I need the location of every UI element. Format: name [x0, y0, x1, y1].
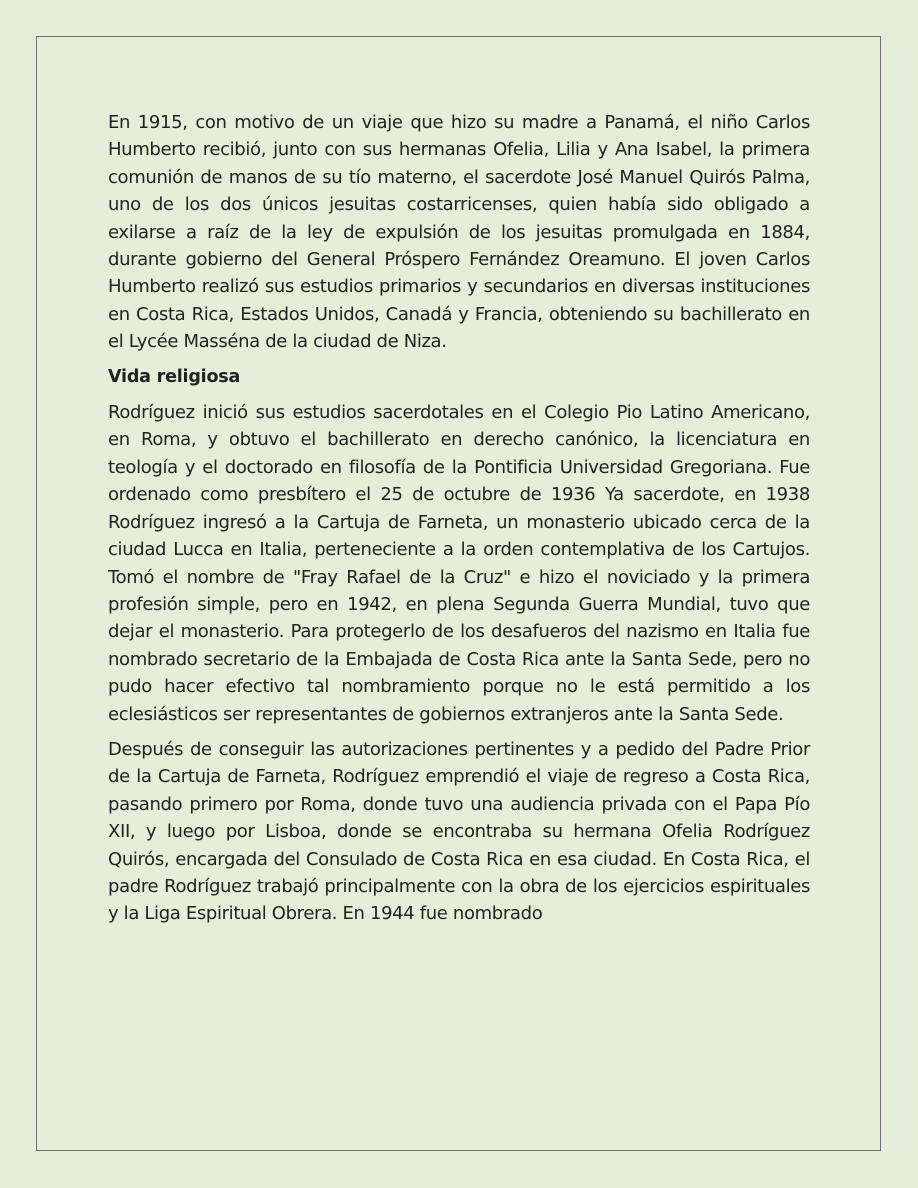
paragraph-religious-studies: Rodríguez inició sus estudios sacerdotales en el Colegio Pio Latino Americano, en Roma, y obtuvo el bachillerato en derecho canónico, la licenciatura en teología y el doctorado en filosofía de la Pontificia Universidad Gregoriana. Fue ordenado como presbítero el 25 de octubre de 1936 Ya sacerdote, en 1938 Rodríguez ingresó a la Cartuja de Farneta, un monasterio ubicado cerca de la ciudad Lucca en Italia, perteneciente a la orden contemplativa de los Cartujos. Tomó el nombre de "Fray Rafael de la Cruz" e hizo el noviciado y la primera profesión simple, pero en 1942, en plena Segunda Guerra Mundial, tuvo que dejar el monasterio. Para protegerlo de los desafueros del nazismo en Italia fue nombrado secretario de la Embajada de Costa Rica ante la Santa Sede, pero no pudo hacer efectivo tal nombramiento porque no le está permitido a los eclesiásticos ser representantes de gobiernos extranjeros ante la Santa Sede. [108, 402, 810, 725]
paragraph-childhood: En 1915, con motivo de un viaje que hizo su madre a Panamá, el niño Carlos Humberto recibió, junto con sus hermanas Ofelia, Lilia y Ana Isabel, la primera comunión de manos de su tío materno, el sacerdote José Manuel Quirós Palma, uno de los dos únicos jesuitas costarricenses, quien había sido obligado a exilarse a raíz de la ley de expulsión de los jesuitas promulgada en 1884, durante gobierno del General Próspero Fernández Oreamuno. El joven Carlos Humberto realizó sus estudios primarios y secundarios en diversas instituciones en Costa Rica, Estados Unidos, Canadá y Francia, obteniendo su bachillerato en el Lycée Masséna de la ciudad de Niza. [108, 112, 810, 353]
paragraph-return-costa-rica: Después de conseguir las autorizaciones pertinentes y a pedido del Padre Prior de la Cartuja de Farneta, Rodríguez emprendió el viaje de regreso a Costa Rica, pasando primero por Roma, donde tuvo una audiencia privada con el Papa Pío XII, y luego por Lisboa, donde se encontraba su hermana Ofelia Rodríguez Quirós, encargada del Consulado de Costa Rica en esa ciudad. En Costa Rica, el padre Rodríguez trabajó principalmente con la obra de los ejercicios espirituales y la Liga Espiritual Obrera. En 1944 fue nombrado [108, 738, 810, 925]
section-heading-vida-religiosa: Vida religiosa [108, 366, 241, 387]
document-body [108, 109, 810, 936]
